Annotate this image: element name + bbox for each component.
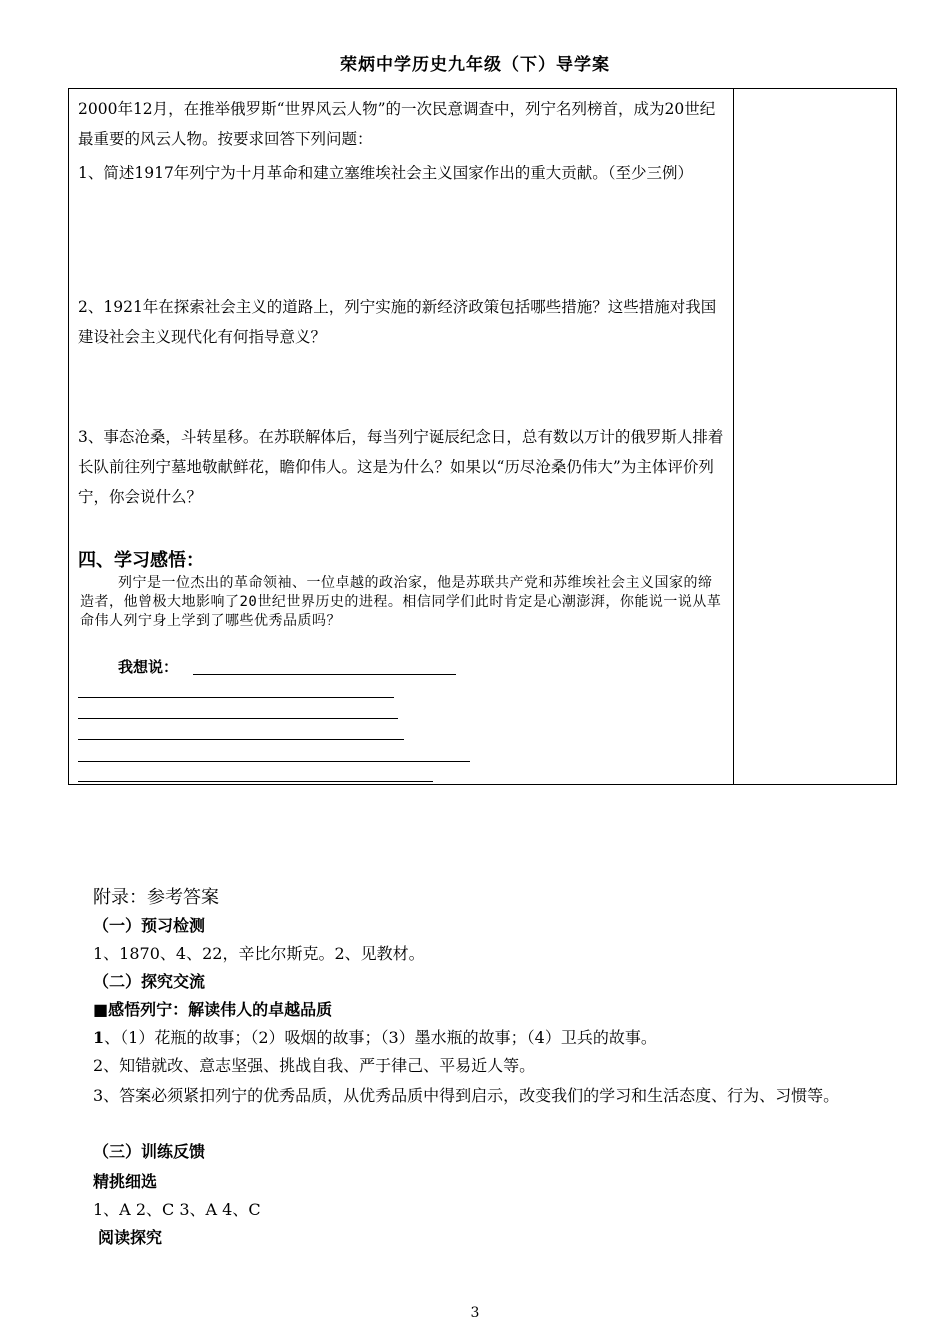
appendix-section-2: （二）探究交流 bbox=[93, 972, 206, 991]
answer-line[interactable] bbox=[78, 697, 394, 698]
appendix-answer-2-2: 2、知错就改、意志坚强、挑战自我、严于律己、平易近人等。 bbox=[93, 1056, 536, 1075]
appendix-answer-2-3: 3、答案必须紧扣列宁的优秀品质，从优秀品质中得到启示，改变我们的学习和生活态度、行为、习惯等。 bbox=[93, 1086, 840, 1105]
appendix-title: 附录：参考答案 bbox=[93, 887, 219, 908]
appendix-answer-2-1 bbox=[93, 1026, 657, 1050]
question-3: 3、事态沧桑，斗转星移。在苏联解体后，每当列宁诞辰纪念日，总有数以万计的俄罗斯人排着长队前往列宁墓地敬献鲜花，瞻仰伟人。这是为什么？如果以“历尽沧桑仍伟大”为主体评价列宁，你会说什么？ bbox=[78, 428, 724, 506]
appendix-subheading: 阅读探究 bbox=[98, 1228, 163, 1247]
answer-line[interactable] bbox=[78, 718, 398, 719]
i-want-label: 我想说： bbox=[118, 658, 179, 676]
table-column-divider bbox=[733, 88, 734, 785]
intro-paragraph: 2000年12月，在推举俄罗斯“世界风云人物”的一次民意调查中，列宁名列榜首，成为20世纪最重要的风云人物。按要求回答下列问题： bbox=[78, 100, 716, 148]
appendix-answer-1: 1、1870、4、22，辛比尔斯克。2、见教材。 bbox=[93, 944, 425, 963]
answer-line[interactable] bbox=[193, 674, 456, 675]
answer-line[interactable] bbox=[78, 781, 433, 782]
appendix-section-3: （三）训练反馈 bbox=[93, 1142, 206, 1161]
appendix-subheading: 精挑细选 bbox=[93, 1172, 158, 1191]
section-4-title: 四、学习感悟： bbox=[78, 550, 204, 571]
page-number: 3 bbox=[470, 1305, 480, 1321]
answer-line[interactable] bbox=[78, 761, 470, 762]
answer-line[interactable] bbox=[78, 739, 404, 740]
answer-text: 、（1）花瓶的故事；（2）吸烟的故事；（3）墨水瓶的故事；（4）卫兵的故事。 bbox=[104, 1028, 657, 1047]
document-header: 荣炳中学历史九年级（下）导学案 bbox=[340, 55, 610, 75]
question-1: 1、简述1917年列宁为十月革命和建立塞维埃社会主义国家作出的重大贡献。（至少三例） bbox=[78, 164, 694, 182]
appendix-subheading: ■感悟列宁：解读伟人的卓越品质 bbox=[93, 1000, 333, 1019]
section-4-intro: 列宁是一位杰出的革命领袖、一位卓越的政治家，他是苏联共产党和苏维埃社会主义国家的缔造者，他曾极大地影响了20世纪世界历史的进程。相信同学们此时肯定是心潮澎湃，你能说一说从革命伟人列宁身上学到了哪些优秀品质吗？ bbox=[80, 575, 722, 629]
question-2: 2、1921年在探索社会主义的道路上，列宁实施的新经济政策包括哪些措施？这些措施对我国建设社会主义现代化有何指导意义？ bbox=[78, 298, 717, 346]
appendix-answer-3: 1、A 2、C 3、A 4、C bbox=[93, 1200, 261, 1219]
answer-number: 1 bbox=[93, 1028, 105, 1047]
appendix-section-1: （一）预习检测 bbox=[93, 916, 206, 935]
